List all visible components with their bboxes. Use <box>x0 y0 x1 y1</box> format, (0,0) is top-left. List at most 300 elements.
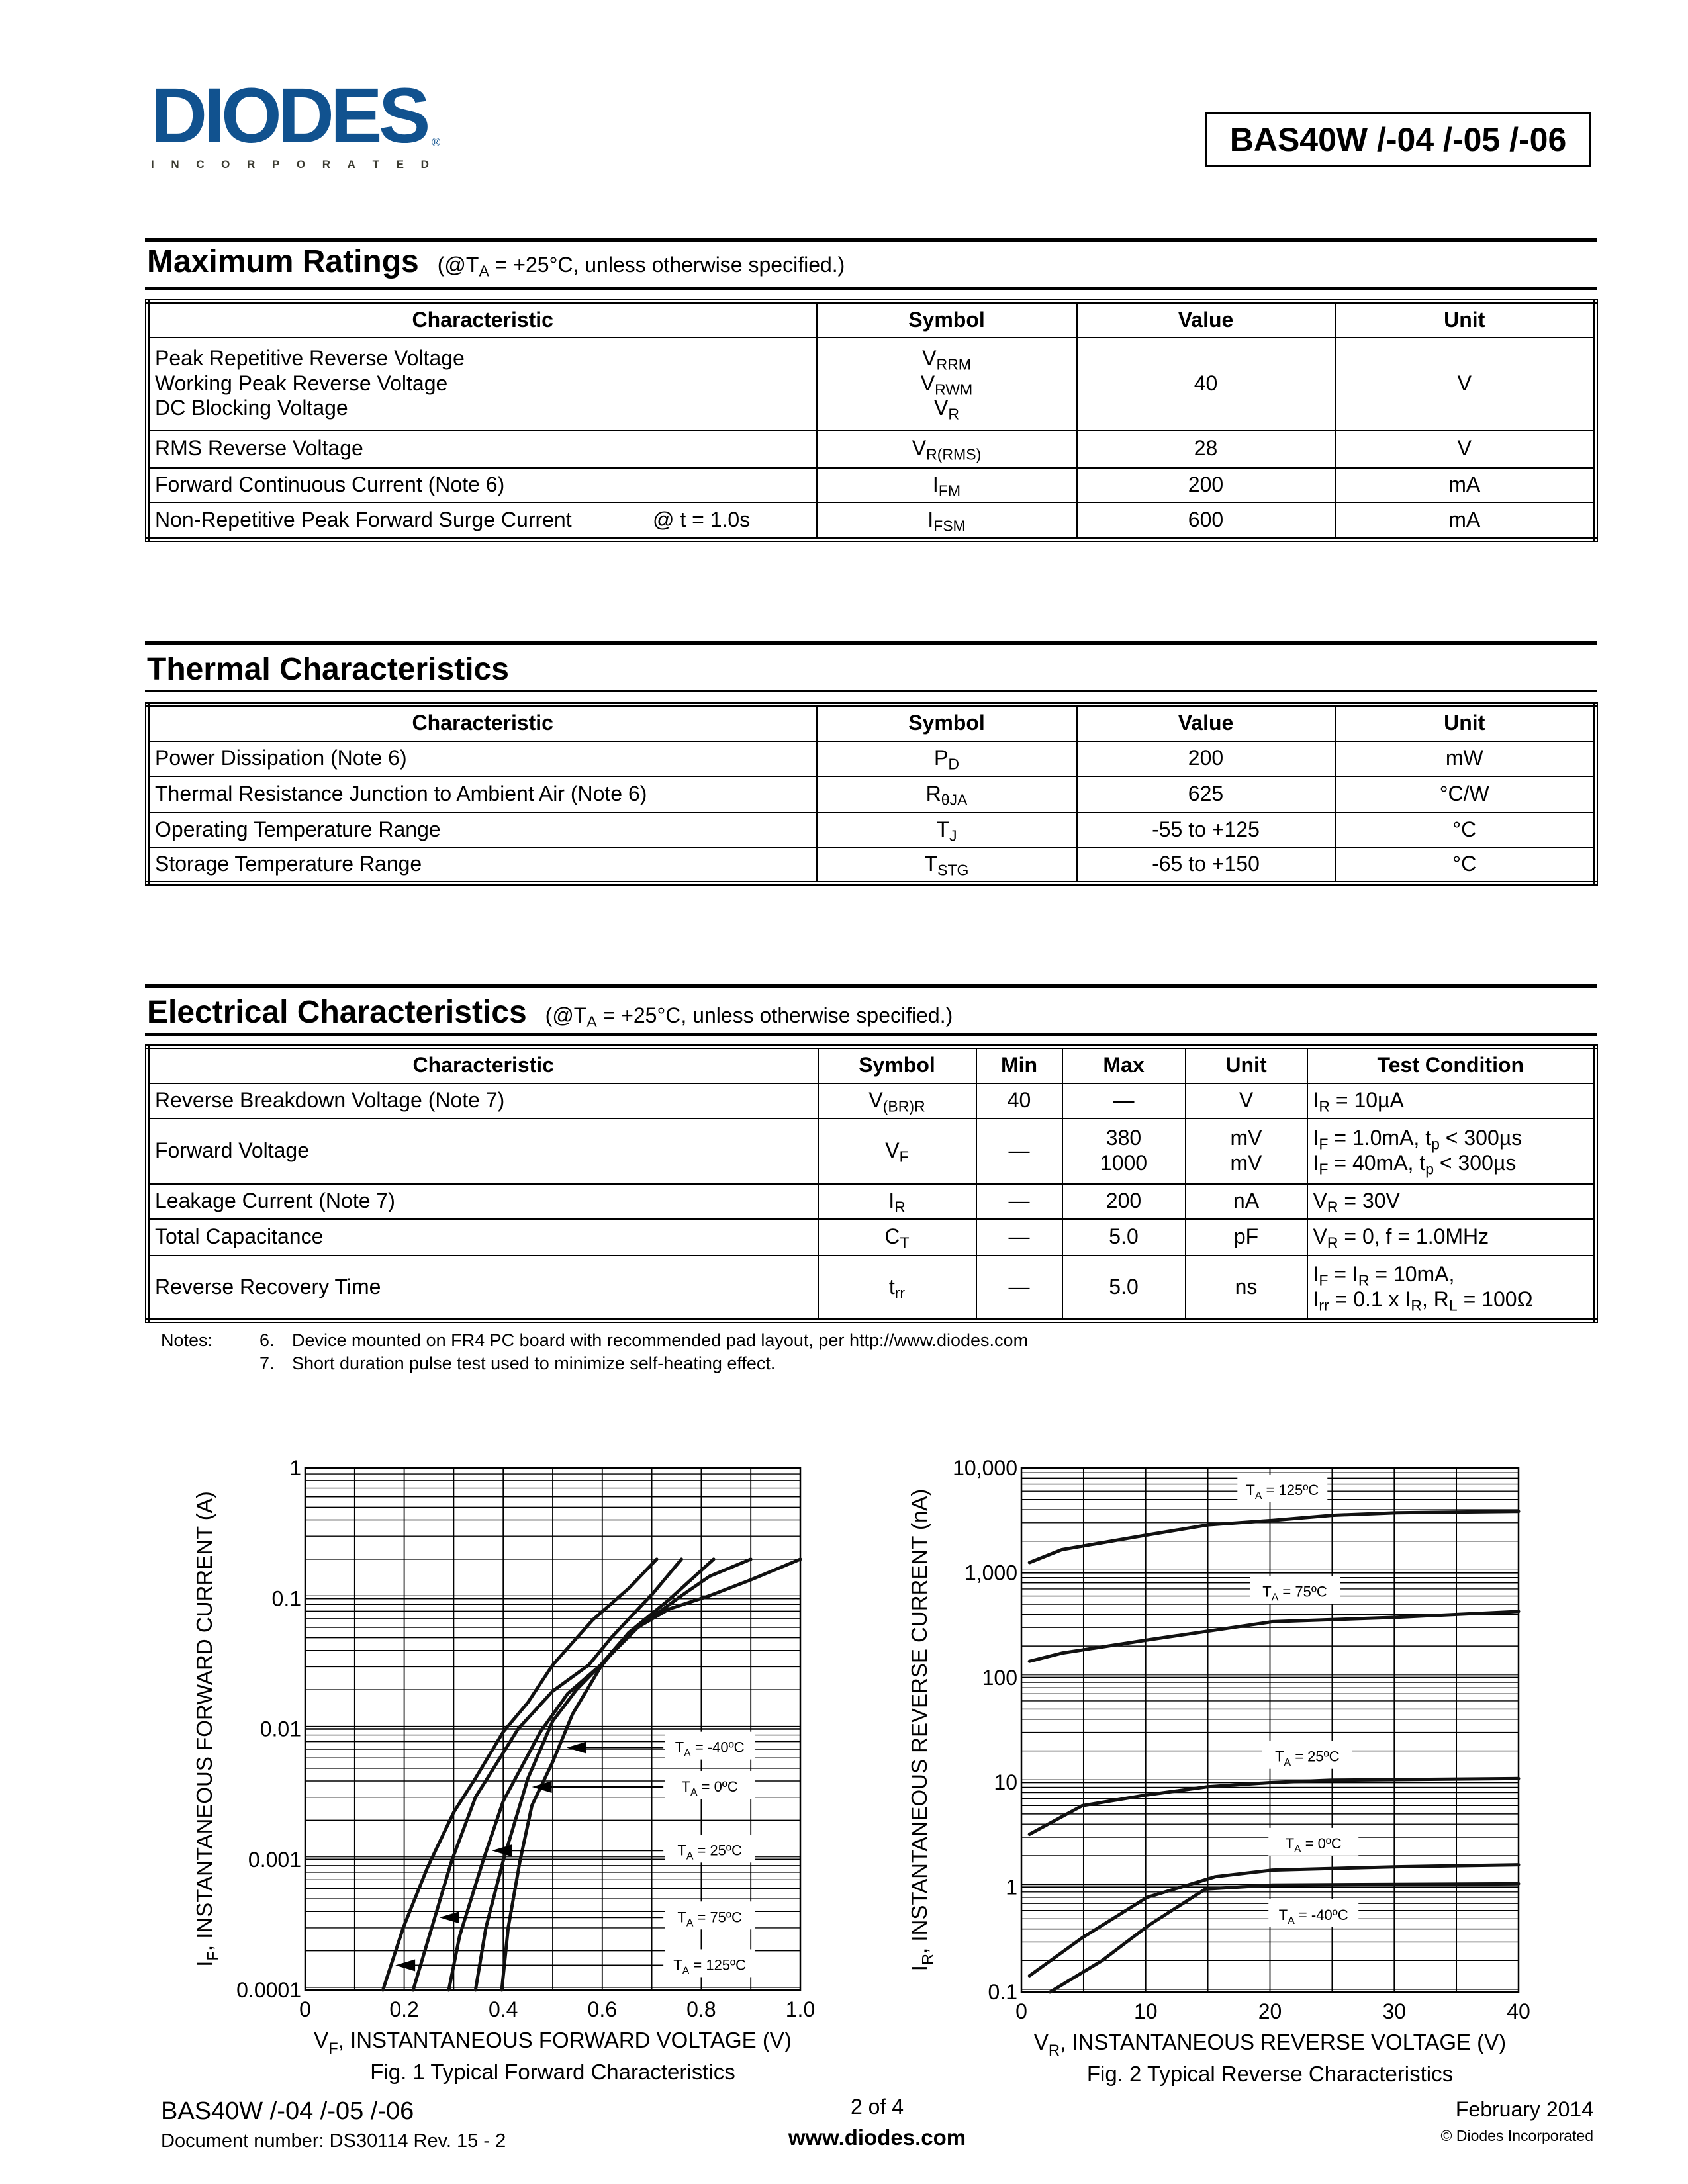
unit-cell: °C/W <box>1335 776 1596 813</box>
x-tick-label: 0 <box>1015 1999 1027 2023</box>
subscript: R <box>1327 1234 1338 1251</box>
characteristic-cell <box>148 1184 818 1219</box>
text-segment: < 300µs <box>1434 1151 1517 1175</box>
label-segment: = -40ºC <box>690 1739 745 1756</box>
cell-line <box>824 1138 970 1163</box>
cell-line <box>155 1088 812 1113</box>
text-segment: < 300µs <box>1439 1126 1523 1150</box>
logo-letter: O <box>296 158 306 171</box>
label-segment: = 75ºC <box>1278 1583 1327 1600</box>
arrow-head-icon <box>440 1911 459 1923</box>
cell-line <box>1068 1088 1180 1113</box>
column-header: Characteristic <box>148 1047 818 1083</box>
text-segment: Non-Repetitive Peak Forward Surge Current <box>155 507 572 531</box>
text-segment: 200 <box>1105 1189 1142 1213</box>
text-segment: Forward Voltage <box>155 1138 310 1163</box>
y-tick-label: 1,000 <box>964 1561 1017 1585</box>
max-cell <box>1062 1083 1186 1118</box>
text-segment: 5.0 <box>1109 1274 1139 1298</box>
text-segment: Forward Continuous Current (Note 6) <box>155 472 505 496</box>
cell-line <box>1313 1189 1589 1214</box>
subscript: R <box>894 1198 906 1216</box>
electrical-table <box>145 1044 1598 1323</box>
characteristic-cell <box>148 1255 818 1321</box>
cell-line <box>1192 1224 1301 1250</box>
cell-line <box>823 817 1071 842</box>
footer-document-number: Document number: DS30114 Rev. 15 - 2 <box>161 2130 506 2152</box>
cell-line <box>823 346 1071 371</box>
subscript: R(RMS) <box>926 445 982 463</box>
label-segment: I <box>907 1965 931 1972</box>
note-number: 6. <box>259 1330 275 1350</box>
text-segment: nA <box>1233 1189 1260 1213</box>
column-header: Max <box>1062 1047 1186 1083</box>
x-tick-label: 10 <box>1133 1999 1158 2023</box>
label-segment: = 125ºC <box>689 1956 746 1974</box>
label-segment: T <box>1285 1835 1295 1852</box>
text-segment: Working Peak Reverse Voltage <box>155 371 448 395</box>
subscript: (BR)R <box>882 1097 925 1115</box>
section-title: Maximum Ratings <box>147 244 419 279</box>
characteristic-cell <box>148 741 817 776</box>
section-title: Electrical Characteristics <box>147 995 527 1030</box>
text-segment: C <box>884 1224 900 1249</box>
subscript: L <box>1448 1297 1458 1314</box>
arrow-head-icon <box>567 1742 586 1754</box>
subscript: rr <box>894 1284 906 1302</box>
section-note <box>545 1003 953 1030</box>
label-segment: A <box>682 1965 690 1977</box>
table-row <box>148 338 1596 430</box>
cell-line <box>823 396 1071 421</box>
text-segment: I <box>1313 1262 1319 1286</box>
unit-cell: °C <box>1335 813 1596 848</box>
unit-cell <box>1186 1083 1307 1118</box>
label-segment: , INSTANTANEOUS FORWARD VOLTAGE (V) <box>338 2028 792 2052</box>
cell-line <box>1313 1088 1589 1113</box>
symbol-cell <box>817 813 1077 848</box>
unit-cell: °C <box>1335 848 1596 884</box>
symbol-cell <box>818 1083 976 1118</box>
label-segment: A <box>686 1917 694 1929</box>
cell-line <box>982 1189 1056 1214</box>
cell-line <box>1068 1275 1180 1300</box>
text-segment: = +25°C, unless otherwise specified.) <box>596 1003 953 1027</box>
text-segment: P <box>934 746 949 770</box>
table-row <box>148 813 1596 848</box>
series-line <box>502 1559 800 1990</box>
section-rule <box>145 690 1597 692</box>
column-header: Symbol <box>818 1047 976 1083</box>
value-cell: -65 to +150 <box>1077 848 1335 884</box>
text-segment: mV <box>1230 1151 1262 1175</box>
value-cell: 200 <box>1077 741 1335 776</box>
text-segment: , R <box>1422 1287 1449 1311</box>
column-header: Symbol <box>817 705 1077 741</box>
subscript: RRM <box>936 355 971 373</box>
text-segment: t <box>888 1274 895 1298</box>
text-segment: — <box>1008 1189 1030 1213</box>
label-segment: = -40ºC <box>1294 1906 1348 1923</box>
subscript: R <box>1358 1271 1370 1289</box>
condition-cell <box>1307 1118 1596 1184</box>
forward-characteristics-chart <box>185 1423 821 2088</box>
cell-line <box>1192 1275 1301 1300</box>
x-tick-label: 0 <box>299 1997 311 2021</box>
text-segment: = +25°C, unless otherwise specified.) <box>489 253 845 277</box>
text-segment: — <box>1113 1088 1135 1113</box>
x-axis-title <box>1034 2030 1506 2060</box>
table-row <box>148 1184 1596 1219</box>
figure-caption: Fig. 1 Typical Forward Characteristics <box>370 2060 735 2084</box>
text-segment: = 40mA, t <box>1328 1151 1426 1175</box>
text-segment: (@T <box>437 253 479 277</box>
logo-letter: I <box>151 158 154 171</box>
value-cell: 200 <box>1077 468 1335 502</box>
y-axis-title <box>907 1489 937 1972</box>
y-tick-label: 0.1 <box>988 1980 1017 2004</box>
text-segment: = 30V <box>1338 1189 1400 1213</box>
unit-cell <box>1186 1118 1307 1184</box>
x-tick-label: 1.0 <box>785 1997 816 2021</box>
cell-line <box>823 473 1071 498</box>
condition-cell <box>1307 1255 1596 1321</box>
table-row <box>148 1083 1596 1118</box>
text-segment: 5.0 <box>1109 1224 1139 1249</box>
label-segment: A <box>1288 1915 1295 1927</box>
series-line <box>1029 1612 1519 1661</box>
cell-line <box>155 346 811 371</box>
column-header: Characteristic <box>148 705 817 741</box>
cell-line <box>155 473 811 498</box>
table-header-row <box>148 705 1596 741</box>
max-ratings-heading <box>147 246 845 278</box>
condition-cell <box>1307 1184 1596 1219</box>
characteristic-cell <box>148 813 817 848</box>
text-segment: I <box>1313 1088 1319 1113</box>
text-segment: V <box>920 371 935 395</box>
text-segment: Thermal Resistance Junction to Ambient Air (Note 6) <box>155 782 647 806</box>
cell-line <box>155 1275 812 1300</box>
value-cell: -55 to +125 <box>1077 813 1335 848</box>
symbol-cell <box>817 848 1077 884</box>
column-header: Characteristic <box>148 302 817 338</box>
characteristic-cell <box>148 338 817 430</box>
footer-copyright: © Diodes Incorporated <box>1440 2127 1593 2144</box>
label-segment: , INSTANTANEOUS FORWARD CURRENT (A) <box>192 1491 216 1952</box>
label-segment: T <box>675 1739 684 1756</box>
condition-cell <box>1307 1083 1596 1118</box>
y-tick-label: 0.001 <box>248 1847 301 1872</box>
diodes-logo: DIODES <box>151 72 427 159</box>
subscript: R <box>1327 1198 1338 1216</box>
logo-letter: E <box>396 158 404 171</box>
cell-line <box>155 1189 812 1214</box>
cell-line <box>1313 1126 1589 1151</box>
text-segment: Storage Temperature Range <box>155 852 422 876</box>
column-header: Symbol <box>817 302 1077 338</box>
label-segment: A <box>690 1787 698 1799</box>
symbol-cell <box>817 776 1077 813</box>
registered-mark: ® <box>432 136 441 149</box>
cell-line <box>824 1189 970 1214</box>
characteristic-cell <box>148 1083 818 1118</box>
unit-cell <box>1186 1219 1307 1255</box>
label-segment: V <box>314 2028 329 2052</box>
table-header-row <box>148 1047 1596 1083</box>
cell-line <box>155 396 811 421</box>
text-segment: RMS Reverse Voltage <box>155 436 363 461</box>
value-cell: 40 <box>1077 338 1335 430</box>
cell-line <box>1192 1088 1301 1113</box>
text-segment: T <box>936 817 950 842</box>
subscript: FM <box>938 482 961 500</box>
label-segment: A <box>1284 1756 1291 1768</box>
cell-line <box>823 782 1071 807</box>
label-segment: T <box>673 1956 682 1974</box>
label-segment: T <box>1275 1748 1284 1765</box>
unit-cell: V <box>1335 338 1596 430</box>
cell-line <box>823 371 1071 396</box>
label-segment: F <box>204 1951 222 1961</box>
subscript: R <box>948 405 959 423</box>
cell-line <box>155 852 811 877</box>
symbol-cell <box>818 1219 976 1255</box>
characteristic-cell <box>148 848 817 884</box>
cell-line <box>155 371 811 396</box>
symbol-cell <box>818 1184 976 1219</box>
label-segment: T <box>677 1842 686 1859</box>
table-header-row <box>148 302 1596 338</box>
y-axis-title <box>192 1491 222 1967</box>
text-segment: I <box>927 507 934 531</box>
text-segment: — <box>1008 1224 1030 1249</box>
text-segment: I <box>888 1189 895 1213</box>
subscript: J <box>949 827 957 844</box>
subscript: rr <box>1319 1297 1329 1314</box>
label-segment: A <box>684 1747 691 1759</box>
characteristic-cell <box>148 776 817 813</box>
text-segment: V <box>868 1088 883 1113</box>
unit-cell <box>1186 1184 1307 1219</box>
cell-line <box>155 1138 812 1163</box>
logo-letter: A <box>347 158 355 171</box>
column-header: Unit <box>1335 705 1596 741</box>
column-header: Unit <box>1186 1047 1307 1083</box>
label-segment: = 0ºC <box>1301 1835 1342 1852</box>
column-header: Unit <box>1335 302 1596 338</box>
text-segment: = 1.0mA, t <box>1328 1126 1432 1150</box>
x-tick-label: 0.4 <box>488 1997 518 2021</box>
characteristic-cell <box>148 1219 818 1255</box>
label-segment: V <box>1033 2030 1049 2054</box>
text-segment: V <box>1239 1088 1254 1113</box>
text-segment: Operating Temperature Range <box>155 817 441 842</box>
text-segment: 1000 <box>1100 1151 1148 1175</box>
min-cell <box>976 1118 1062 1184</box>
text-segment: = 10µA <box>1330 1088 1404 1113</box>
text-segment: mV <box>1230 1126 1262 1150</box>
section-rule <box>145 1033 1597 1036</box>
y-tick-label: 0.1 <box>271 1586 301 1611</box>
label-segment: I <box>192 1960 216 1967</box>
subscript: FSM <box>933 517 966 535</box>
cell-line <box>1313 1151 1589 1176</box>
y-tick-label: 0.0001 <box>236 1978 301 2002</box>
cell-line <box>1313 1262 1589 1287</box>
text-segment: 380 <box>1105 1126 1142 1150</box>
logo-letter: D <box>420 158 429 171</box>
label-segment: R <box>1048 2042 1060 2060</box>
cell-line <box>823 746 1071 771</box>
figure-caption: Fig. 2 Typical Reverse Characteristics <box>1086 2062 1454 2086</box>
column-header: Value <box>1077 705 1335 741</box>
cell-line <box>1068 1189 1180 1214</box>
subscript: RWM <box>935 381 973 398</box>
cell-line <box>823 508 1071 533</box>
text-segment: Leakage Current (Note 7) <box>155 1189 395 1213</box>
cell-line <box>982 1275 1056 1300</box>
note-number: 7. <box>259 1353 275 1373</box>
logo-letter: N <box>171 158 179 171</box>
column-header: Test Condition <box>1307 1047 1596 1083</box>
text-segment: V <box>912 436 927 461</box>
x-axis-title <box>314 2028 792 2058</box>
symbol-cell <box>817 468 1077 502</box>
text-segment: T <box>924 852 938 876</box>
label-segment: T <box>677 1909 686 1926</box>
symbol-cell <box>818 1118 976 1184</box>
text-segment: = 100Ω <box>1457 1287 1533 1311</box>
subscript: A <box>586 1013 597 1030</box>
text-segment: Reverse Recovery Time <box>155 1274 381 1298</box>
table-row <box>148 776 1596 813</box>
value-cell: 625 <box>1077 776 1335 813</box>
y-tick-label: 0.01 <box>259 1717 301 1741</box>
subscript: θJA <box>941 791 968 809</box>
footer-page-number: 2 of 4 <box>850 2095 904 2118</box>
text-segment: I <box>1313 1126 1319 1150</box>
text-segment: = 0.1 x I <box>1329 1287 1411 1311</box>
text-segment: R <box>925 782 941 806</box>
notes-label: Notes: <box>161 1330 213 1350</box>
series-line <box>1029 1512 1519 1563</box>
subscript: F <box>899 1148 909 1165</box>
symbol-cell <box>817 502 1077 540</box>
section-title: Thermal Characteristics <box>147 652 509 687</box>
cell-line <box>1313 1224 1589 1250</box>
y-tick-label: 10 <box>994 1770 1017 1795</box>
subscript: A <box>479 262 489 280</box>
logo-letter: C <box>196 158 205 171</box>
label-segment: = 125ºC <box>1262 1482 1319 1499</box>
cell-line <box>155 746 811 771</box>
characteristic-cell <box>148 430 817 468</box>
label-segment: T <box>1262 1583 1272 1600</box>
electrical-heading <box>147 997 953 1028</box>
label-segment: T <box>681 1778 690 1796</box>
label-segment: A <box>686 1850 694 1862</box>
label-segment: F <box>328 2040 338 2058</box>
logo-letter: T <box>372 158 379 171</box>
cell-line <box>824 1088 970 1113</box>
logo-letter: O <box>221 158 230 171</box>
text-segment: Peak Repetitive Reverse Voltage <box>155 345 465 370</box>
y-tick-label: 1 <box>289 1456 301 1480</box>
logo-letter: R <box>247 158 256 171</box>
symbol-cell <box>817 741 1077 776</box>
subscript: T <box>900 1234 910 1251</box>
cell-line <box>1068 1151 1180 1176</box>
label-segment: = 0ºC <box>697 1778 738 1796</box>
subscript: R <box>1319 1097 1331 1115</box>
x-tick-label: 0.2 <box>389 1997 419 2021</box>
cell-line <box>982 1224 1056 1250</box>
note-text: Short duration pulse test used to minimize self-heating effect. <box>292 1353 776 1373</box>
cell-line <box>982 1088 1056 1113</box>
unit-cell: mW <box>1335 741 1596 776</box>
characteristic-cell <box>148 1118 818 1184</box>
text-segment: I <box>932 472 939 496</box>
subscript: F <box>1319 1160 1329 1178</box>
text-segment: = I <box>1328 1262 1358 1286</box>
text-segment: Reverse Breakdown Voltage (Note 7) <box>155 1088 505 1113</box>
label-segment: , INSTANTANEOUS REVERSE VOLTAGE (V) <box>1060 2030 1507 2054</box>
cell-line <box>155 817 811 842</box>
min-cell <box>976 1184 1062 1219</box>
text-segment: I <box>1313 1287 1319 1311</box>
subscript: STG <box>937 861 969 879</box>
subscript: D <box>948 755 959 773</box>
max-cell <box>1062 1118 1186 1184</box>
y-tick-label: 10,000 <box>953 1456 1017 1480</box>
section-rule <box>145 238 1597 242</box>
column-header: Min <box>976 1047 1062 1083</box>
text-segment: Total Capacitance <box>155 1224 324 1249</box>
text-segment: (@T <box>545 1003 587 1027</box>
subscript: p <box>1431 1135 1440 1153</box>
table-row <box>148 1118 1596 1184</box>
subscript: F <box>1319 1271 1329 1289</box>
condition-cell <box>1307 1219 1596 1255</box>
reverse-characteristics-chart <box>900 1423 1536 2088</box>
cell-line <box>1068 1224 1180 1250</box>
unit-cell: mA <box>1335 468 1596 502</box>
x-tick-label: 0.6 <box>587 1997 618 2021</box>
table-row <box>148 502 1596 540</box>
cell-line <box>1192 1151 1301 1176</box>
cell-line <box>1192 1189 1301 1214</box>
characteristic-cell <box>148 502 817 540</box>
thermal-table <box>145 702 1598 886</box>
series-line <box>383 1559 657 1990</box>
text-segment: = 10mA, <box>1369 1262 1455 1286</box>
table-row <box>148 1255 1596 1321</box>
symbol-cell <box>818 1255 976 1321</box>
label-segment: T <box>1246 1482 1255 1499</box>
text-segment: — <box>1008 1138 1030 1163</box>
footer-website-link[interactable]: www.diodes.com <box>788 2125 966 2150</box>
value-cell: 28 <box>1077 430 1335 468</box>
y-tick-label: 1 <box>1006 1875 1017 1899</box>
logo-incorporated <box>151 159 429 170</box>
note-text: Device mounted on FR4 PC board with recommended pad layout, per http://www.diodes.com <box>292 1330 1029 1350</box>
text-segment: V <box>885 1138 900 1163</box>
cell-line <box>1313 1287 1589 1312</box>
text-segment: = 0, f = 1.0MHz <box>1338 1224 1489 1249</box>
label-segment: A <box>1254 1490 1262 1502</box>
text-segment: ns <box>1235 1274 1258 1298</box>
